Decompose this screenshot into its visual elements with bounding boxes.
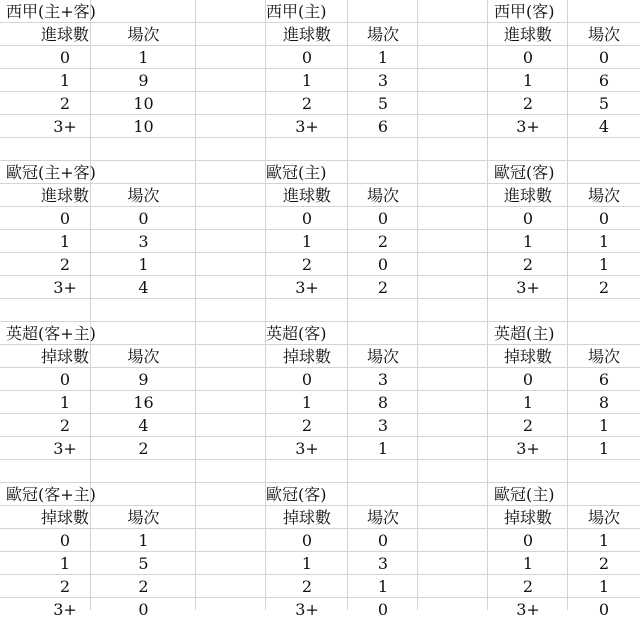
column-header-matches: 場次 [587, 186, 620, 205]
column-header-goals: 進球數 [503, 25, 552, 44]
match-count-cell: 8 [377, 393, 389, 412]
column-header-matches: 場次 [366, 186, 399, 205]
match-count-cell: 2 [598, 278, 610, 297]
goal-count-cell: 1 [301, 554, 313, 573]
column-header-matches: 場次 [366, 25, 399, 44]
goal-count-cell: 3+ [516, 439, 540, 458]
goal-count-cell: 1 [301, 71, 313, 90]
column-header-matches: 場次 [587, 508, 620, 527]
table-title: 西甲(主) [266, 2, 327, 21]
match-count-cell: 5 [138, 554, 149, 573]
goal-count-cell: 0 [522, 531, 534, 550]
goal-count-cell: 0 [522, 48, 534, 67]
match-count-cell: 0 [377, 531, 389, 550]
match-count-cell: 1 [598, 531, 610, 550]
column-header-goals: 掉球數 [282, 347, 331, 366]
column-header-matches: 場次 [587, 347, 620, 366]
column-header-goals: 進球數 [282, 25, 331, 44]
match-count-cell: 2 [598, 554, 610, 573]
goal-count-cell: 2 [59, 577, 71, 596]
goal-count-cell: 3+ [516, 600, 540, 619]
table-title: 英超(主) [494, 324, 555, 343]
goal-count-cell: 3+ [53, 439, 77, 458]
column-header-goals: 掉球數 [40, 508, 89, 527]
goal-count-cell: 2 [301, 255, 313, 274]
match-count-cell: 0 [377, 209, 389, 228]
table-title: 西甲(客) [494, 2, 555, 21]
match-count-cell: 0 [138, 600, 149, 619]
goal-count-cell: 2 [59, 94, 71, 113]
match-count-cell: 4 [138, 278, 149, 297]
goal-count-cell: 2 [301, 94, 313, 113]
goal-count-cell: 1 [59, 393, 71, 412]
match-count-cell: 6 [598, 71, 610, 90]
match-count-cell: 5 [377, 94, 389, 113]
table-title: 歐冠(主) [266, 163, 327, 182]
match-count-cell: 3 [377, 554, 389, 573]
goal-count-cell: 3+ [53, 600, 77, 619]
column-header-matches: 場次 [127, 25, 160, 44]
goal-count-cell: 1 [59, 232, 71, 251]
column-header-goals: 進球數 [40, 186, 89, 205]
match-count-cell: 3 [377, 370, 389, 389]
match-count-cell: 6 [598, 370, 610, 389]
match-count-cell: 1 [598, 416, 610, 435]
column-header-goals: 掉球數 [282, 508, 331, 527]
match-count-cell: 0 [598, 600, 610, 619]
column-header-goals: 進球數 [503, 186, 552, 205]
match-count-cell: 4 [598, 117, 610, 136]
goal-count-cell: 0 [522, 209, 534, 228]
goal-count-cell: 3+ [53, 117, 77, 136]
goal-count-cell: 3+ [295, 278, 319, 297]
goal-count-cell: 0 [301, 370, 313, 389]
goal-count-cell: 2 [522, 94, 534, 113]
match-count-cell: 1 [377, 48, 389, 67]
match-count-cell: 0 [598, 48, 610, 67]
column-header-goals: 進球數 [40, 25, 89, 44]
table-title: 英超(客+主) [6, 324, 96, 343]
match-count-cell: 2 [377, 278, 389, 297]
goal-count-cell: 0 [522, 370, 534, 389]
match-count-cell: 1 [138, 255, 149, 274]
match-count-cell: 2 [138, 577, 149, 596]
goal-count-cell: 1 [522, 232, 534, 251]
match-count-cell: 1 [598, 255, 610, 274]
table-title: 歐冠(客+主) [6, 485, 96, 504]
goal-count-cell: 3+ [53, 278, 77, 297]
goal-count-cell: 3+ [295, 600, 319, 619]
goal-count-cell: 3+ [516, 117, 540, 136]
table-title: 西甲(主+客) [6, 2, 96, 21]
goal-count-cell: 0 [59, 209, 71, 228]
column-header-goals: 掉球數 [503, 347, 552, 366]
goal-count-cell: 0 [59, 48, 71, 67]
goal-count-cell: 0 [301, 209, 313, 228]
goal-count-cell: 3+ [295, 117, 319, 136]
goal-count-cell: 1 [59, 71, 71, 90]
goal-count-cell: 0 [301, 531, 313, 550]
match-count-cell: 1 [598, 232, 610, 251]
goal-count-cell: 1 [522, 393, 534, 412]
column-header-matches: 場次 [366, 347, 399, 366]
column-header-matches: 場次 [127, 186, 160, 205]
table-title: 歐冠(客) [266, 485, 327, 504]
goal-count-cell: 2 [522, 577, 534, 596]
goal-count-cell: 3+ [295, 439, 319, 458]
match-count-cell: 1 [377, 577, 389, 596]
match-count-cell: 3 [377, 71, 389, 90]
column-header-matches: 場次 [366, 508, 399, 527]
match-count-cell: 0 [598, 209, 610, 228]
column-header-matches: 場次 [127, 508, 160, 527]
match-count-cell: 1 [377, 439, 389, 458]
goal-count-cell: 1 [301, 393, 313, 412]
goal-count-cell: 1 [301, 232, 313, 251]
match-count-cell: 8 [598, 393, 610, 412]
goal-count-cell: 2 [522, 255, 534, 274]
goal-count-cell: 2 [301, 577, 313, 596]
match-count-cell: 9 [138, 71, 149, 90]
goal-count-cell: 1 [522, 554, 534, 573]
match-count-cell: 2 [138, 439, 149, 458]
goal-count-cell: 2 [522, 416, 534, 435]
match-count-cell: 0 [377, 600, 389, 619]
match-count-cell: 1 [138, 48, 149, 67]
goal-count-cell: 3+ [516, 278, 540, 297]
match-count-cell: 0 [138, 209, 149, 228]
match-count-cell: 0 [377, 255, 389, 274]
match-count-cell: 1 [598, 577, 610, 596]
match-count-cell: 10 [133, 94, 154, 113]
table-title: 歐冠(主) [494, 485, 555, 504]
goal-count-cell: 0 [59, 531, 71, 550]
match-count-cell: 6 [377, 117, 389, 136]
table-title: 歐冠(主+客) [6, 163, 96, 182]
column-header-matches: 場次 [127, 347, 160, 366]
goal-count-cell: 2 [59, 255, 71, 274]
match-count-cell: 4 [138, 416, 149, 435]
column-header-goals: 掉球數 [40, 347, 89, 366]
match-count-cell: 1 [598, 439, 610, 458]
table-title: 歐冠(客) [494, 163, 555, 182]
goal-count-cell: 2 [301, 416, 313, 435]
goal-count-cell: 1 [522, 71, 534, 90]
match-count-cell: 1 [138, 531, 149, 550]
goal-count-cell: 0 [301, 48, 313, 67]
match-count-cell: 3 [138, 232, 149, 251]
match-count-cell: 5 [598, 94, 610, 113]
table-title: 英超(客) [266, 324, 327, 343]
column-header-goals: 掉球數 [503, 508, 552, 527]
match-count-cell: 2 [377, 232, 389, 251]
match-count-cell: 3 [377, 416, 389, 435]
goal-count-cell: 1 [59, 554, 71, 573]
goal-count-cell: 2 [59, 416, 71, 435]
match-count-cell: 9 [138, 370, 149, 389]
match-count-cell: 16 [133, 393, 154, 412]
match-count-cell: 10 [133, 117, 154, 136]
column-header-matches: 場次 [587, 25, 620, 44]
goal-count-cell: 0 [59, 370, 71, 389]
column-header-goals: 進球數 [282, 186, 331, 205]
